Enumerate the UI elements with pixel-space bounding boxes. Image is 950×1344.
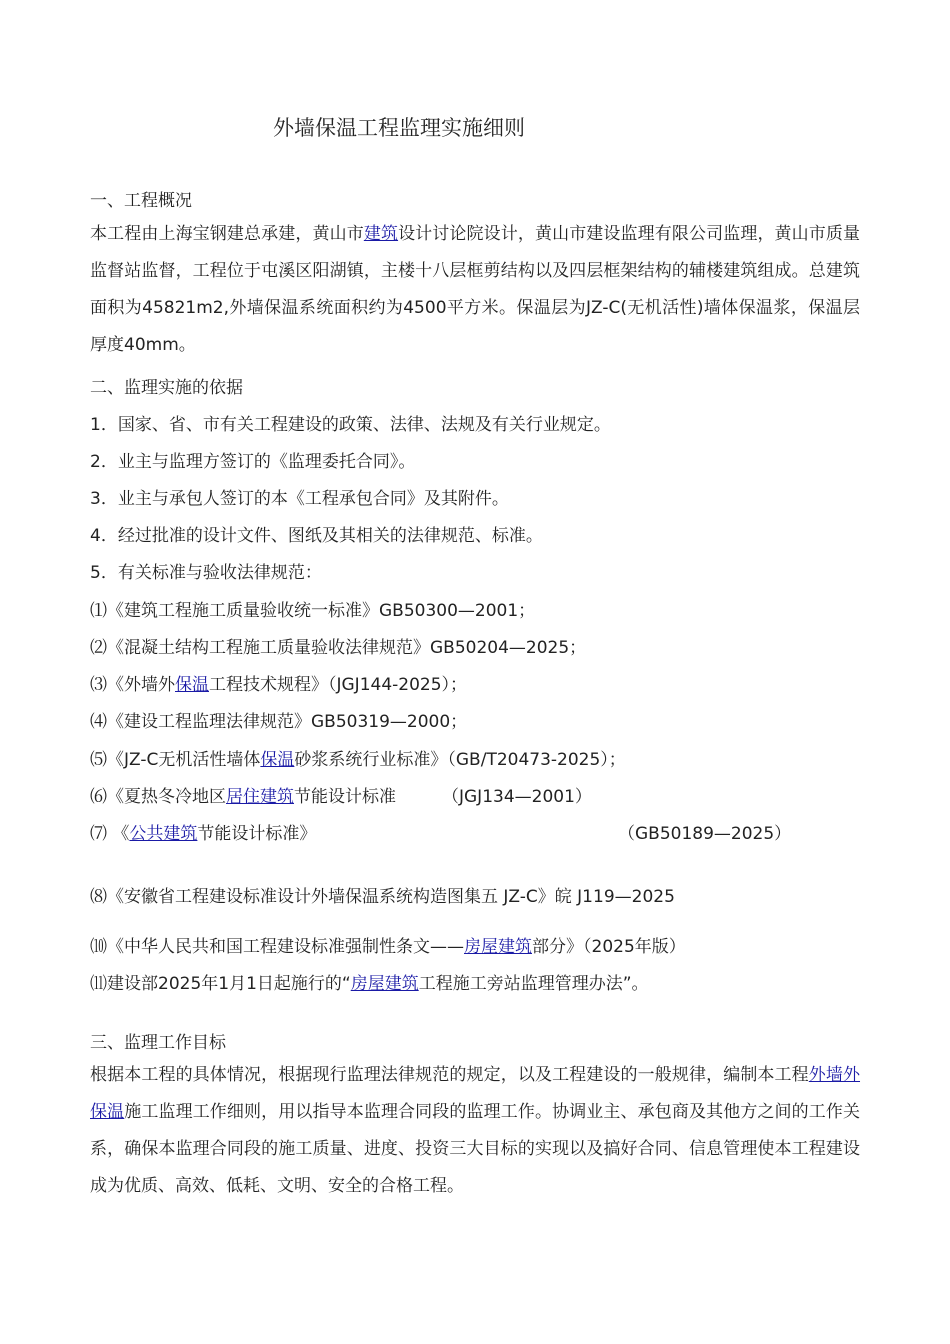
standard-text: ⑽《中华人民共和国工程建设标准强制性条文—— xyxy=(90,937,464,957)
standard-text: 砂浆系统行业标准》（GB/T20473-2025）； xyxy=(294,750,626,770)
basis-item-5: 5．有关标准与验收法律规范： xyxy=(90,563,322,583)
standard-text: 部分》（2025年版） xyxy=(532,937,686,957)
section-3-heading: 三、监理工作目标 xyxy=(90,1033,226,1053)
section-1-heading: 一、工程概况 xyxy=(90,191,192,211)
paragraph-text: 根据本工程的具体情况，根据现行监理法律规范的规定，以及工程建设的一般规律，编制本工程 xyxy=(90,1065,809,1085)
paragraph-text: 施工监理工作细则，用以指导本监理合同段的监理工作。协调业主、承包商及其他方之间的工作关系，确保本监理合同段的施工质量、进度、投资三大目标的实现以及搞好合同、信息管理使本工程建设成为优质、高效、低耗、文明、安全的合格工程。 xyxy=(90,1102,861,1196)
standard-text: 节能设计标准》 xyxy=(197,824,317,844)
section-3-paragraph xyxy=(90,1057,860,1205)
standard-text: ⑺ 《 xyxy=(90,824,130,844)
basis-item-4: 4．经过批准的设计文件、图纸及其相关的法律规范、标准。 xyxy=(90,526,543,546)
basis-item-3: 3．业主与承包人签订的本《工程承包合同》及其附件。 xyxy=(90,489,509,509)
standard-4: ⑷《建设工程监理法律规范》GB50319—2000； xyxy=(90,712,468,732)
standard-text: ⑾建设部2025年1月1日起施行的“ xyxy=(90,974,351,994)
paragraph-text: 本工程由上海宝钢建总承建，黄山市 xyxy=(90,224,364,244)
standard-text: ⑹《夏热冬冷地区 xyxy=(90,787,226,807)
standard-text: 节能设计标准 xyxy=(294,787,396,807)
section-2-heading: 二、监理实施的依据 xyxy=(90,378,243,398)
link-baowen[interactable]: 保温 xyxy=(175,675,209,695)
link-gonggong-jianzhu[interactable]: 公共建筑 xyxy=(129,824,198,844)
standard-text: ⑸《JZ-C无机活性墙体 xyxy=(90,750,261,770)
basis-item-2: 2．业主与监理方签订的《监理委托合同》。 xyxy=(90,452,416,472)
standard-5 xyxy=(90,745,626,770)
standard-text: 工程施工旁站监理管理办法”。 xyxy=(418,974,649,994)
standard-7 xyxy=(90,819,316,844)
link-fangwu-jianzhu[interactable]: 房屋建筑 xyxy=(464,937,532,957)
standard-7-code: （GB50189—2025） xyxy=(618,824,792,844)
link-juzhu-jianzhu[interactable]: 居住建筑 xyxy=(226,787,294,807)
standard-1: ⑴《建筑工程施工质量验收统一标准》GB50300—2001； xyxy=(90,601,536,621)
standard-11 xyxy=(90,969,649,994)
standard-text: 工程技术规程》（JGJ144-2025）； xyxy=(209,675,468,695)
link-baowen[interactable]: 保温 xyxy=(260,750,295,770)
document-title: 外墙保温工程监理实施细则 xyxy=(273,116,525,140)
standard-code: （JGJ134—2001） xyxy=(442,787,592,807)
link-waiqiang-baowen[interactable]: 外墙外保温 xyxy=(90,1065,861,1122)
paragraph-text: 设计讨论院设计，黄山市建设监理有限公司监理，黄山市质量监督站监督，工程位于屯溪区阳湖镇，主楼十八层框剪结构以及四层框架结构的辅楼建筑组成。总建筑面积为45821m2,外墙保温系统面积约为4500平方米。保温层为JZ-C(无机活性)墙体保温浆，保温层厚度40mm。 xyxy=(90,224,861,355)
standard-6 xyxy=(90,782,592,807)
link-jianzhu[interactable]: 建筑 xyxy=(363,224,399,244)
standard-text: ⑶《外墙外 xyxy=(90,675,175,695)
standard-3 xyxy=(90,670,467,695)
link-fangwu-jianzhu[interactable]: 房屋建筑 xyxy=(350,974,419,994)
standard-10 xyxy=(90,932,686,957)
basis-item-1: 1．国家、省、市有关工程建设的政策、法律、法规及有关行业规定。 xyxy=(90,415,611,435)
section-1-paragraph xyxy=(90,216,860,364)
standard-8: ⑻《安徽省工程建设标准设计外墙保温系统构造图集五 JZ-C》皖 J119—2025 xyxy=(90,887,675,907)
standard-2: ⑵《混凝土结构工程施工质量验收法律规范》GB50204—2025； xyxy=(90,638,587,658)
